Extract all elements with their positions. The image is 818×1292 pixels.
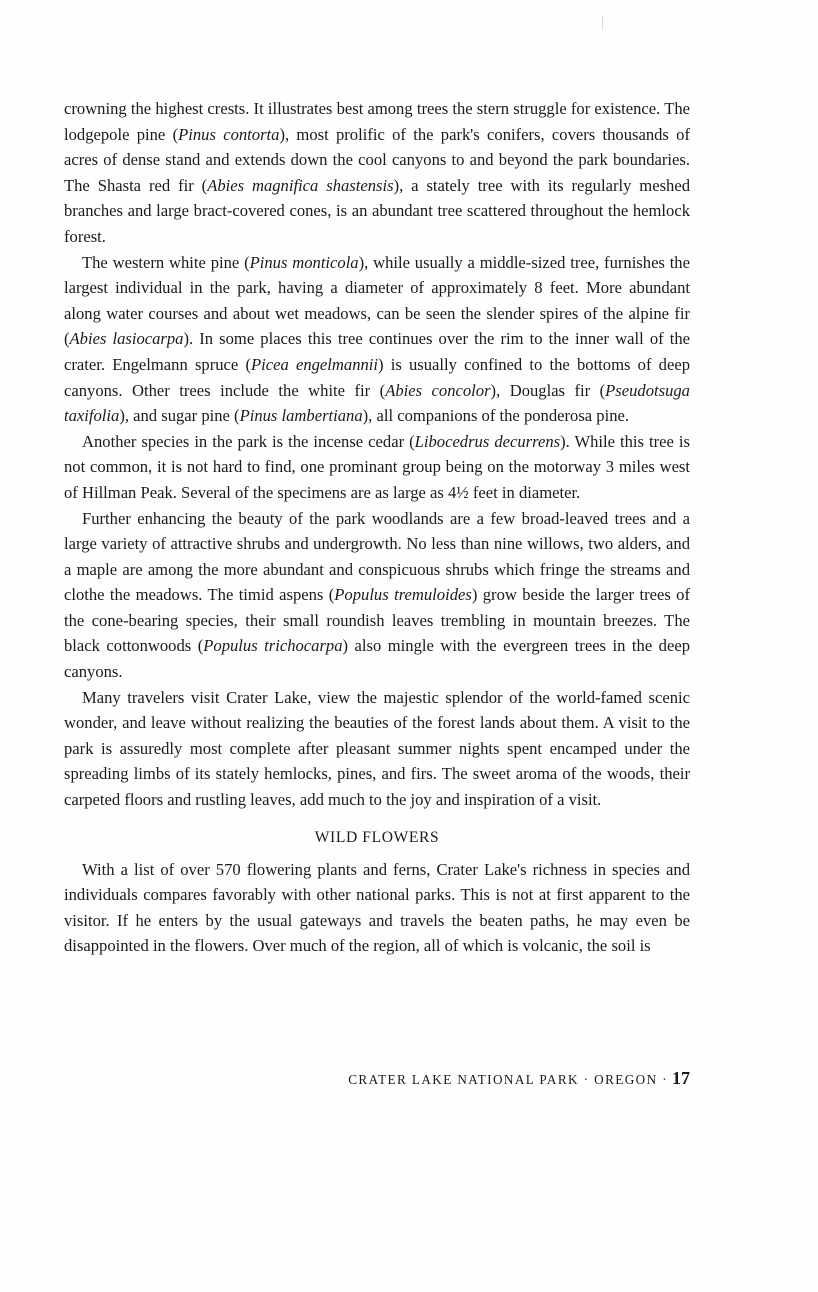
text-run: ). While this tree is not common, it is not hard to find, one prominant group being on the motorway 3 miles west of Hillman Peak. Several of the specimens are as large as 4½ feet in diameter.: [64, 431, 690, 502]
running-title: CRATER LAKE NATIONAL PARK · OREGON ·: [348, 1072, 668, 1087]
text-run: crowning the highest crests. It illustrates best among trees the stern struggle for existence. The lodgepole pine (: [64, 99, 690, 144]
text-run: The western white pine (: [82, 252, 250, 272]
species-name: Pseudotsuga taxifolia: [64, 380, 690, 426]
paragraph: [64, 506, 690, 685]
text-run: ), Douglas fir (: [490, 380, 606, 400]
species-name: Populus trichocarpa: [203, 636, 343, 656]
species-name: Abies concolor: [385, 380, 491, 400]
text-run: Further enhancing the beauty of the park woodlands are a few broad-leaved trees and a large variety of attractive shrubs and undergrowth. No less than nine willows, two alders, and a maple are among the more abundant and conspicuous shrubs which fringe the streams and clothe the meadows. The timid aspens (: [64, 508, 690, 605]
page-footer: [64, 1068, 690, 1089]
text-run: ). In some places this tree continues over the rim to the inner wall of the crater. Engelmann spruce (: [64, 329, 691, 374]
text-run: ) grow beside the larger trees of the cone-bearing species, their small roundish leaves trembling in mountain breezes. The black cottonwoods (: [64, 585, 691, 656]
page-number: 17: [672, 1068, 690, 1088]
text-run: ), all companions of the ponderosa pine.: [362, 406, 630, 426]
text-run: ), a stately tree with its regularly meshed branches and large bract-covered cones, is an abundant tree scattered throughout the hemlock forest.: [64, 175, 691, 246]
text-run: ), while usually a middle-sized tree, furnishes the largest individual in the park, having a diameter of approximately 8 feet. More abundant along water courses and about wet meadows, can be seen the slender spires of the alpine fir (: [64, 252, 690, 349]
margin-tick-mark: [602, 16, 603, 30]
text-run: ), most prolific of the park's conifers, covers thousands of acres of dense stand and extends down the cool canyons to and beyond the park boundaries. The Shasta red fir (: [64, 124, 691, 195]
species-name: Pinus monticola: [249, 252, 359, 272]
paragraph: [64, 685, 690, 813]
species-name: Pinus lambertiana: [239, 406, 363, 426]
text-run: Another species in the park is the incense cedar (: [82, 431, 415, 451]
page-content: [64, 96, 690, 959]
species-name: Picea engelmannii: [251, 354, 379, 374]
species-name: Populus tremuloides: [334, 585, 472, 605]
paragraph: [64, 96, 690, 250]
paragraph: [64, 429, 690, 506]
text-run: ) also mingle with the evergreen trees in the deep canyons.: [64, 636, 691, 682]
species-name: Libocedrus decurrens: [414, 431, 561, 451]
species-name: Abies magnifica shastensis: [207, 175, 394, 195]
species-name: Abies lasiocarpa: [69, 329, 184, 349]
species-name: Pinus contorta: [178, 124, 280, 144]
text-run: ) is usually confined to the bottoms of deep canyons. Other trees include the white fir (: [64, 354, 691, 400]
text-run: Many travelers visit Crater Lake, view the majestic splendor of the world-famed scenic wonder, and leave without realizing the beauties of the forest lands about them. A visit to the park is assuredly most complete after pleasant summer nights spent encamped under the spreading limbs of its stately hemlocks, pines, and firs. The sweet aroma of the woods, their carpeted floors and rustling leaves, add much to the joy and inspiration of a visit.: [64, 687, 690, 810]
text-run: ), and sugar pine (: [119, 406, 240, 426]
section-heading: WILD FLOWERS: [314, 828, 440, 846]
paragraph: [64, 250, 690, 429]
text-run: With a list of over 570 flowering plants and ferns, Crater Lake's richness in species and individuals compares favorably with other national parks. This is not at first apparent to the visitor. If he enters by the usual gateways and travels the beaten paths, he may even be disappointed in the flowers. Over much of the region, all of which is volcanic, the soil is: [64, 859, 690, 956]
paragraph: [64, 857, 690, 959]
